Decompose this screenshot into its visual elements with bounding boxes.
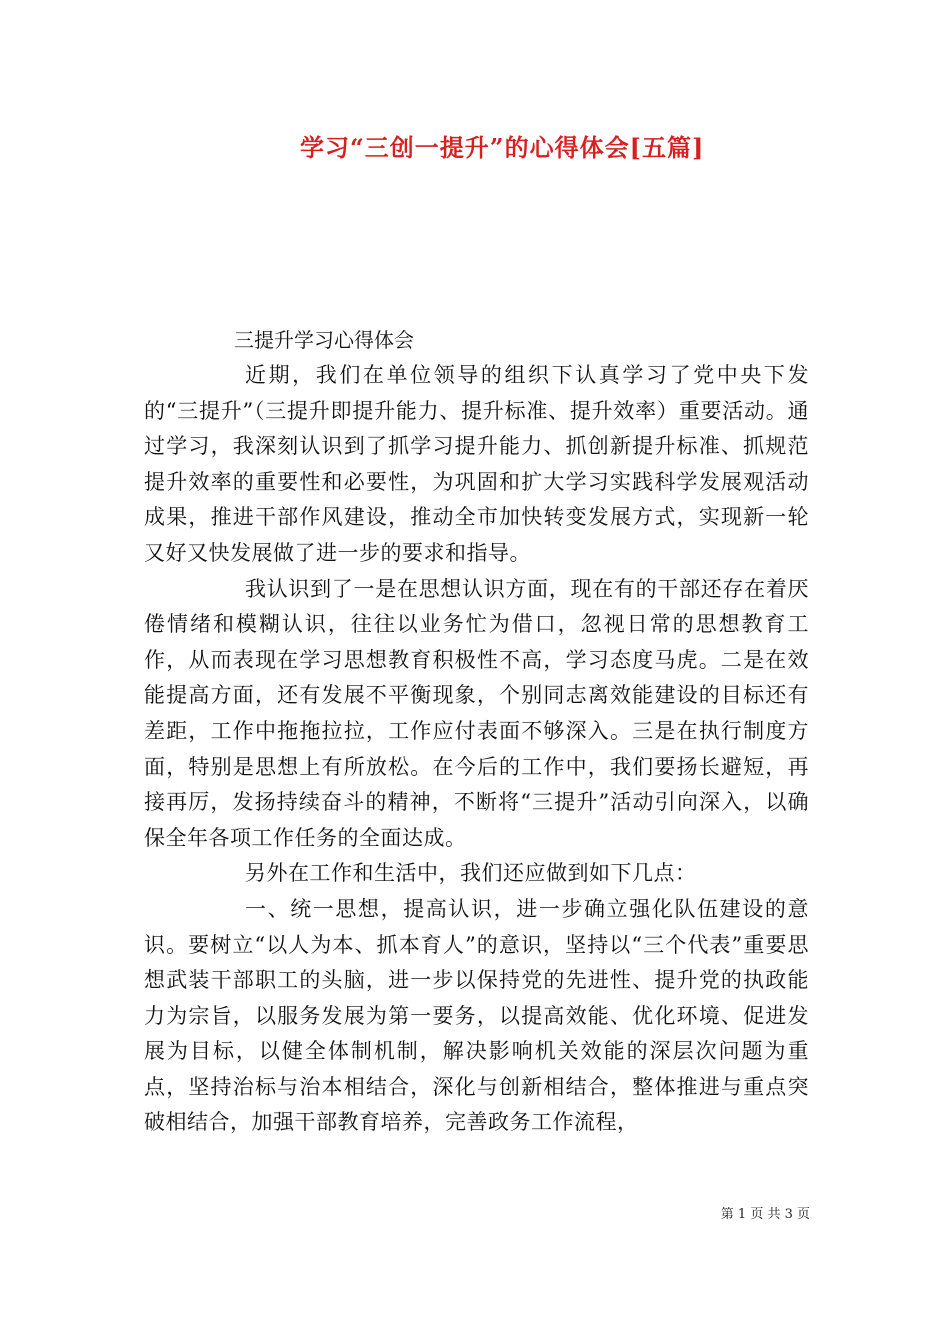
section-subtitle: 三提升学习心得体会 bbox=[234, 328, 414, 352]
document-body bbox=[144, 322, 809, 1141]
paragraph-3: 另外在工作和生活中，我们还应做到如下几点： bbox=[245, 861, 697, 886]
paragraph-2: 我认识到了一是在思想认识方面，现在有的干部还存在着厌倦情绪和模糊认识，往往以业务忙为借口，忽视日常的思想教育工作，从而表现在学习思想教育积极性不高，学习态度马虎。二是在效能提高方面，还有发展不平衡现象，个别同志离效能建设的目标还有差距，工作中拖拖拉拉，工作应付表面不够深入。三是在执行制度方面，特别是思想上有所放松。在今后的工作中，我们要扬长避短，再接再厉，发扬持续奋斗的精神，不断将“三提升”活动引向深入，以确保全年各项工作任务的全面达成。 bbox=[144, 576, 809, 850]
page-number-footer: 第 1 页 共 3 页 bbox=[720, 1207, 810, 1222]
document-title: 学习“三创一提升”的心得体会[五篇] bbox=[300, 133, 705, 162]
paragraph-4: 一、统一思想，提高认识，进一步确立强化队伍建设的意识。要树立“以人为本、抓本育人”的意识，坚持以“三个代表”重要思想武装干部职工的头脑，进一步以保持党的先进性、提升党的执政能力为宗旨，以服务发展为第一要务，以提高效能、优化环境、促进发展为目标，以健全体制机制，解决影响机关效能的深层次问题为重点，坚持治标与治本相结合，深化与创新相结合，整体推进与重点突破相结合，加强干部教育培养，完善政务工作流程， bbox=[144, 896, 809, 1135]
paragraph-1: 近期，我们在单位领导的组织下认真学习了党中央下发的“三提升”（三提升即提升能力、提升标准、提升效率）重要活动。通过学习，我深刻认识到了抓学习提升能力、抓创新提升标准、抓规范提升效率的重要性和必要性，为巩固和扩大学习实践科学发展观活动成果，推进干部作风建设，推动全市加快转变发展方式，实现新一轮又好又快发展做了进一步的要求和指导。 bbox=[144, 363, 809, 565]
